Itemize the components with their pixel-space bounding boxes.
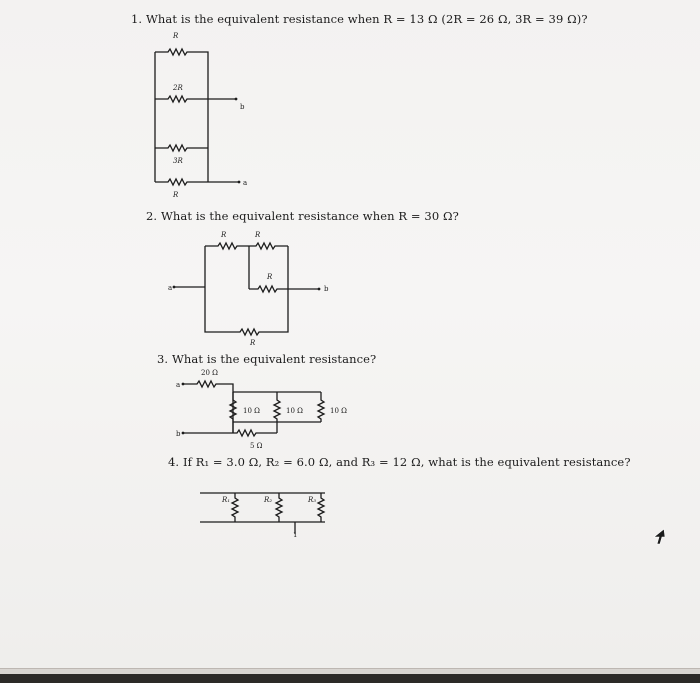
circuit-3-resistor-20ohm bbox=[183, 381, 233, 433]
circuit-1-resistor-2r bbox=[155, 96, 235, 102]
circuit-4-label-r3: R₃ bbox=[308, 496, 317, 504]
circuit-3-label-10ohm-3: 10 Ω bbox=[330, 407, 347, 415]
circuit-1 bbox=[150, 30, 260, 205]
circuit-3-label-10ohm-1: 10 Ω bbox=[243, 407, 260, 415]
circuit-3-label-5ohm: 5 Ω bbox=[250, 442, 263, 450]
question-3-text: What is the equivalent resistance? bbox=[171, 352, 377, 366]
question-2 bbox=[146, 209, 459, 223]
circuit-2-label-r-top-right: R bbox=[255, 231, 261, 239]
question-4 bbox=[168, 455, 631, 469]
question-2-number: 2. bbox=[146, 209, 158, 223]
circuit-1-label-r-bottom: R bbox=[173, 191, 179, 199]
circuit-3-terminal-a: a bbox=[176, 381, 181, 389]
circuit-4-label-r1: R₁ bbox=[222, 496, 231, 504]
circuit-1-terminal-b: b bbox=[240, 103, 245, 111]
question-2-text: What is the equivalent resistance when R = 30 Ω? bbox=[160, 209, 459, 223]
circuit-2-resistor-r-top-right bbox=[249, 243, 288, 249]
circuit-2 bbox=[168, 228, 338, 350]
question-3 bbox=[157, 352, 376, 366]
circuit-4-resistor-r2 bbox=[276, 493, 282, 522]
circuit-4 bbox=[195, 478, 340, 540]
circuit-3-label-20ohm: 20 Ω bbox=[201, 369, 218, 377]
question-3-number: 3. bbox=[157, 352, 169, 366]
question-1 bbox=[131, 12, 588, 26]
circuit-3-resistor-5ohm bbox=[183, 430, 277, 436]
circuit-4-terminal: 1 bbox=[293, 531, 298, 539]
circuit-4-resistor-r3 bbox=[318, 493, 324, 522]
question-1-text: What is the equivalent resistance when R = 13 Ω (2R = 26 Ω, 3R = 39 Ω)? bbox=[145, 12, 588, 26]
circuit-1-resistor-r-bottom bbox=[155, 179, 238, 185]
circuit-1-label-2r: 2R bbox=[173, 84, 183, 92]
circuit-4-label-r2: R₂ bbox=[264, 496, 273, 504]
circuit-2-resistor-r-top-left bbox=[205, 243, 249, 249]
circuit-3-resistor-10ohm-2 bbox=[274, 392, 280, 433]
circuit-4-resistor-r1 bbox=[232, 493, 238, 522]
circuit-1-label-r-top: R bbox=[173, 32, 179, 40]
circuit-1-resistor-3r bbox=[155, 145, 208, 151]
circuit-2-terminal-a: a bbox=[168, 284, 173, 292]
circuit-3-resistor-10ohm-3 bbox=[318, 392, 324, 422]
circuit-2-resistor-r-inner bbox=[249, 286, 318, 292]
question-4-text: If R₁ = 3.0 Ω, R₂ = 6.0 Ω, and R₃ = 12 Ω, what is the equivalent resistance? bbox=[182, 455, 631, 469]
circuit-2-label-r-top-left: R bbox=[221, 231, 227, 239]
circuit-2-label-r-bottom: R bbox=[250, 339, 256, 347]
circuit-1-terminal-a: a bbox=[243, 179, 248, 187]
circuit-3-resistor-10ohm-1 bbox=[230, 392, 236, 433]
circuit-3-terminal-b: b bbox=[176, 430, 181, 438]
question-1-number: 1. bbox=[131, 12, 143, 26]
circuit-2-label-r-inner: R bbox=[267, 273, 273, 281]
circuit-1-label-3r: 3R bbox=[173, 157, 183, 165]
circuit-3 bbox=[175, 368, 365, 452]
screen-bottom-edge bbox=[0, 668, 700, 683]
arrow-cursor-icon bbox=[652, 527, 666, 547]
circuit-3-label-10ohm-2: 10 Ω bbox=[286, 407, 303, 415]
question-4-number: 4. bbox=[168, 455, 180, 469]
circuit-2-terminal-b: b bbox=[324, 285, 329, 293]
